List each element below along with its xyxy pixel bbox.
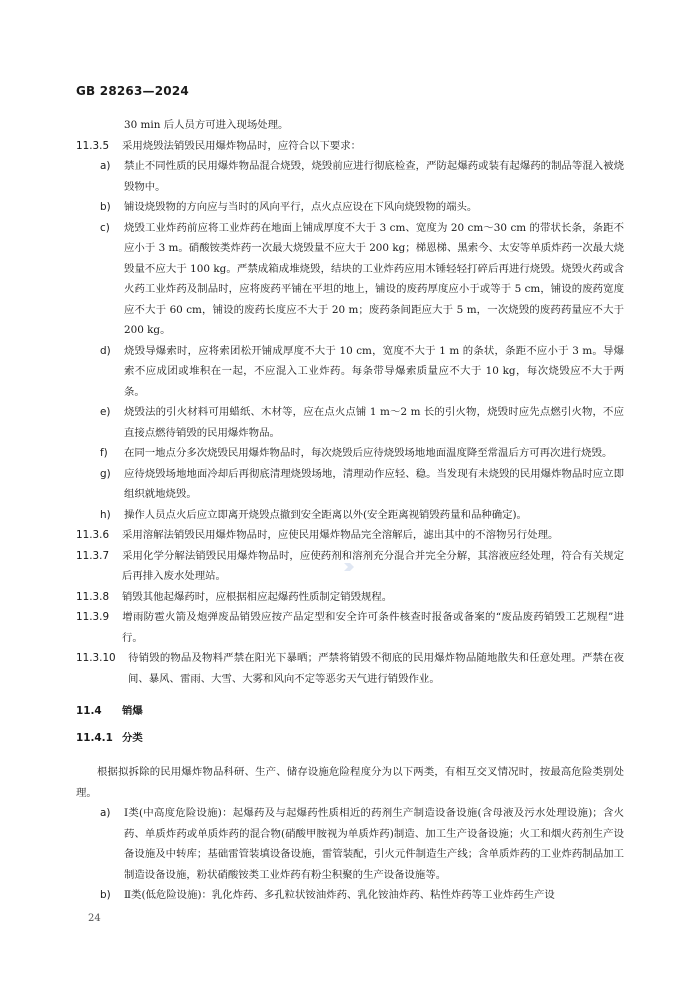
- clause-text: 待销毁的物品及物料严禁在阳光下暴晒；严禁将销毁不彻底的民用爆炸物品随地散失和任意处理。严禁在夜间、暴风、雷雨、大雪、大雾和风向不定等恶劣天气进行销毁作业。: [128, 652, 624, 685]
- standard-code-header: GB 28263—2024: [76, 84, 189, 98]
- clause-11-3-5: [76, 136, 624, 157]
- item-marker: d): [100, 344, 111, 357]
- item-text: 操作人员点火后应立即离开烧毁点撤到安全距离以外(安全距离视销毁药量和品种确定)。: [124, 508, 527, 521]
- list-item-f: [76, 443, 624, 464]
- item-text: 禁止不同性质的民用爆炸物品混合烧毁，烧毁前应进行彻底检查，严防起爆药或装有起爆药的制品等混入被烧毁物中。: [124, 160, 624, 193]
- document-body: [76, 115, 624, 906]
- list-item-c: [76, 218, 624, 341]
- clause-text: 采用溶解法销毁民用爆炸物品时，应使民用爆炸物品完全溶解后，滤出其中的不溶物另行处理。: [122, 529, 559, 541]
- heading-title: 销爆: [122, 705, 143, 717]
- item-text: 在同一地点分多次烧毁民用爆炸物品时，每次烧毁后应待烧毁场地地面温度降至常温后方可再次进行烧毁。: [124, 447, 613, 459]
- clause-text: 采用化学分解法销毁民用爆炸物品时，应使药剂和溶剂充分混合并完全分解，其溶液应经处理，符合有关规定后再排入废水处理站。: [122, 549, 624, 582]
- section-heading-11-4: [76, 701, 624, 722]
- clause-11-3-9: [76, 607, 624, 648]
- clause-11-3-8: [76, 587, 624, 608]
- list-item-b: [76, 197, 624, 218]
- list-item-e: [76, 402, 624, 443]
- item-text: 铺设烧毁物的方向应与当时的风向平行，点火点应设在下风向烧毁物的端头。: [124, 201, 478, 213]
- list-item-a: [76, 156, 624, 197]
- item-text: 应待烧毁场地地面冷却后再彻底清理烧毁场地，清理动作应轻、稳。当发现有未烧毁的民用爆炸物品时应立即组织就地烧毁。: [124, 467, 624, 500]
- page-number: 24: [88, 913, 101, 924]
- continuation-text: 30 min 后人员方可进入现场处理。: [124, 119, 289, 131]
- clause-text: 增雨防雹火箭及炮弹废品销毁应按产品定型和安全许可条件核查时报备或备案的“废品废药销毁工艺规程”进行。: [122, 611, 624, 644]
- classification-intro: 根据拟拆除的民用爆炸物品科研、生产、储存设施危险程度分为以下两类，有相互交叉情况时，按最高危险类别处理。: [76, 766, 624, 799]
- item-marker: a): [100, 160, 111, 172]
- heading-number: 11.4: [76, 705, 102, 717]
- item-marker: h): [100, 508, 111, 521]
- watermark-mark: [343, 561, 356, 573]
- item-marker: b): [100, 889, 111, 901]
- clause-number: 11.3.6: [76, 529, 110, 541]
- item-marker: g): [100, 467, 111, 480]
- list-item-d: [76, 341, 624, 403]
- item-text: 烧毁导爆索时，应将索团松开铺成厚度不大于 10 cm，宽度不大于 1 m 的条状，条距不应小于 3 m。导爆索不应成团或堆积在一起，不应混入工业炸药。每条带导爆索质量应不大于 10 kg，每次烧毁应不大于两条。: [124, 344, 624, 398]
- heading-number: 11.4.1: [76, 731, 113, 744]
- list-item-h: [76, 505, 624, 526]
- clause-text: 采用烧毁法销毁民用爆炸物品时，应符合以下要求：: [122, 139, 361, 152]
- item-text: 烧毁法的引火材料可用蜡纸、木材等，应在点火点铺 1 m～2 m 长的引火物，烧毁时应先点燃引火物，不应直接点燃待销毁的民用爆炸物品。: [124, 406, 624, 439]
- clause-number: 11.3.7: [76, 549, 110, 562]
- clause-number: 11.3.9: [76, 611, 110, 623]
- item-marker: f): [100, 447, 108, 459]
- subsection-heading-11-4-1: [76, 728, 624, 749]
- clause-number: 11.3.5: [76, 139, 110, 152]
- class-item-a: [76, 803, 624, 885]
- clause-11-3-6: [76, 525, 624, 546]
- item-text: Ⅰ类(中高度危险设施)：起爆药及与起爆药性质相近的药剂生产制造设备设施(含母液及污水处理设施)；含火药、单质炸药或单质炸药的混合物(硝酸甲胺视为单质炸药)制造、加工生产设备设施；火工和烟火药剂生产设备设施及中转库；基础雷管装填设备设施，雷管装配，引火元件制造生产线；含单质炸药的工业炸药制品加工制造设备设施，粉状硝酸铵类工业炸药有粉尘积聚的生产设备设施等。: [124, 807, 624, 881]
- item-marker: b): [100, 201, 111, 213]
- item-marker: e): [100, 406, 111, 418]
- item-marker: c): [100, 221, 110, 234]
- heading-title: 分类: [122, 731, 143, 744]
- item-text: Ⅱ类(低危险设施)：乳化炸药、多孔粒状铵油炸药、乳化铵油炸药、粘性炸药等工业炸药生产设: [124, 889, 555, 901]
- clause-number: 11.3.10: [76, 652, 116, 664]
- class-item-b: [76, 885, 624, 906]
- item-marker: a): [100, 807, 111, 819]
- item-text: 烧毁工业炸药前应将工业炸药在地面上铺成厚度不大于 3 cm、宽度为 20 cm～30 cm 的带状长条，条距不应小于 3 m。硝酸铵类炸药一次最大烧毁量不应大于 200 kg；梯恩梯、黑索今、太安等单质炸药一次最大烧毁量不应大于 100 kg。严禁成箱成堆烧毁，结块的工业炸药应用木锤轻轻打碎后再进行烧毁。烧毁火药或含火药工业炸药及制品时，应将废药平铺在平坦的地上，铺设的废药厚度应小于或等于 5 cm，铺设的废药宽度应不大于 60 cm，铺设的废药长度应不大于 20 m；废药条间距应大于 5 m，一次烧毁的废药药量应不大于 200 kg。: [124, 221, 624, 336]
- list-item-g: [76, 464, 624, 505]
- clause-number: 11.3.8: [76, 590, 110, 603]
- clause-11-3-10: [76, 648, 624, 689]
- clause-text: 销毁其他起爆药时，应根据相应起爆药性质制定销毁规程。: [122, 590, 393, 603]
